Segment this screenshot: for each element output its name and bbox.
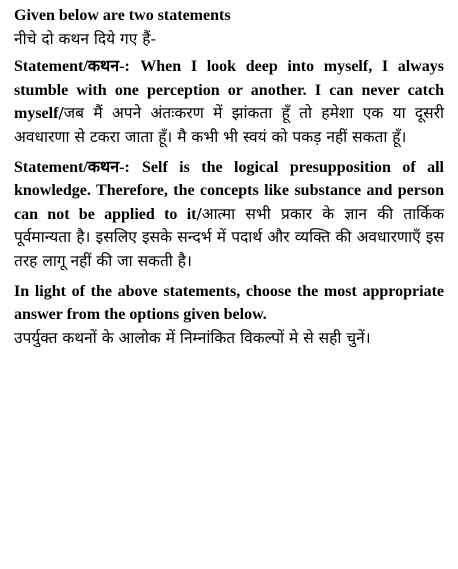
question-document [14,4,444,356]
statement-1-hindi: /जब मैं अपने अंतःकरण में झांकता हूँ तो हमेशा एक या दूसरी अवधारणा से टकरा जाता हूँ। मै कभी भी स्वयं को पकड़ नहीं सकता हूँ। [14,104,444,146]
statement-2-english: Self is the logical presupposition of all knowledge. Therefore, the concepts like substance and person can not be applied to it [14,158,444,223]
statement-2-label: Statement/कथन-: [14,158,130,176]
statement-2-hindi: /आत्मा सभी प्रकार के ज्ञान की तार्किक पूर्वमान्यता है। इसलिए इसके सन्दर्भ में पदार्थ और व्यक्ति की अवधारणाएँ इस तरह लागू नहीं की जा सकती है। [14,204,445,270]
statement-1-label: Statement/कथन-: [14,58,130,76]
instruction [14,280,444,351]
statement-2 [14,156,444,274]
heading-hindi: नीचे दो कथन दिये गए हैं- [14,29,157,48]
statement-1-english: When I look deep into myself, I always stumble with one perception or another. I can never catch myself [14,58,444,123]
statement-1 [14,55,444,149]
instruction-hindi: उपर्युक्त कथनों के आलोक में निम्नांकित विकल्पों मे से सही चुनें। [14,328,371,347]
instruction-english: In light of the above statements, choose the most appropriate answer from the options given below. [14,282,444,324]
heading-english: Given below are two statements [14,7,231,24]
question-heading [14,4,444,51]
